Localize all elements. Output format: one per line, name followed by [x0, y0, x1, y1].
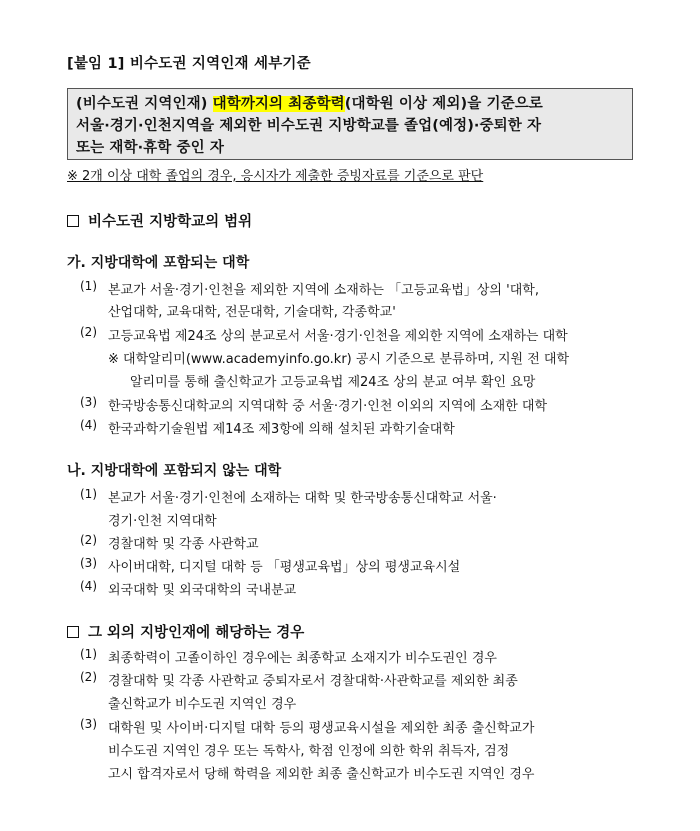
item-continuation: 출신학교가 비수도권 지역인 경우 — [108, 697, 297, 712]
item-number: (3) — [80, 556, 97, 570]
item-text: 본교가 서울·경기·인천을 제외한 지역에 소재하는 「고등교육법」상의 '대학, — [108, 283, 539, 298]
item-number: (2) — [80, 325, 97, 339]
item-text: 본교가 서울·경기·인천에 소재하는 대학 및 한국방송통신대학교 서울· — [108, 491, 497, 506]
criteria-line-3: 또는 재학·휴학 중인 자 — [76, 140, 225, 156]
item-sub-note: ※ 대학알리미(www.academyinfo.go.kr) 공시 기준으로 분류하며, 지원 전 대학 — [108, 352, 570, 367]
sub-heading-b: 나. 지방대학에 포함되지 않는 대학 — [67, 463, 282, 479]
item-text: 경찰대학 및 각종 사관학교 중퇴자로서 경찰대학·사관학교를 제외한 최종 — [108, 674, 518, 689]
item-text: 외국대학 및 외국대학의 국내분교 — [108, 583, 297, 598]
criteria-line-1-rest: (대학원 이상 제외)을 기준으로 — [344, 96, 543, 112]
item-sub-note-continuation: 알리미를 통해 출신학교가 고등교육법 제24조 상의 분교 여부 확인 요망 — [130, 375, 536, 390]
square-bullet-icon — [67, 626, 79, 638]
item-text: 한국과학기술원법 제14조 제3항에 의해 설치된 과학기술대학 — [108, 422, 455, 437]
doc-title: [붙임 1] 비수도권 지역인재 세부기준 — [67, 56, 311, 72]
sub-heading-a: 가. 지방대학에 포함되는 대학 — [67, 255, 250, 271]
criteria-line-2: 서울·경기·인천지역을 제외한 비수도권 지방학교를 졸업(예정)·중퇴한 자 — [76, 118, 542, 134]
item-continuation: 비수도권 지역인 경우 또는 독학사, 학점 인정에 의한 학위 취득자, 검정 — [108, 744, 510, 759]
item-text: 대학원 및 사이버·디지털 대학 등의 평생교육시설을 제외한 최종 출신학교가 — [108, 721, 535, 736]
item-text: 경찰대학 및 각종 사관학교 — [108, 537, 259, 552]
criteria-note: ※ 2개 이상 대학 졸업의 경우, 응시자가 제출한 증빙자료를 기준으로 판단 — [67, 169, 484, 184]
section-1-title: 비수도권 지방학교의 범위 — [88, 214, 253, 230]
item-number: (1) — [80, 279, 97, 293]
criteria-label: (비수도권 지역인재) — [76, 96, 213, 112]
item-continuation: 고시 합격자로서 당해 학력을 제외한 최종 출신학교가 비수도권 지역인 경우 — [108, 767, 535, 782]
criteria-box — [67, 88, 633, 160]
section-2-heading — [67, 621, 304, 642]
item-number: (3) — [80, 717, 97, 731]
criteria-highlight: 대학까지의 최종학력 — [212, 96, 345, 112]
item-text: 한국방송통신대학교의 지역대학 중 서울·경기·인천 이외의 지역에 소재한 대학 — [108, 399, 548, 414]
item-continuation: 산업대학, 교육대학, 전문대학, 기술대학, 각종학교' — [108, 305, 396, 320]
item-continuation: 경기·인천 지역대학 — [108, 514, 217, 529]
item-number: (4) — [80, 418, 97, 432]
item-number: (4) — [80, 579, 97, 593]
item-number: (2) — [80, 533, 97, 547]
section-1-heading — [67, 210, 252, 231]
section-2-title: 그 외의 지방인재에 해당하는 경우 — [88, 625, 305, 641]
item-text: 최종학력이 고졸이하인 경우에는 최종학교 소재지가 비수도권인 경우 — [108, 651, 497, 666]
criteria-line-1 — [76, 93, 625, 115]
item-text: 사이버대학, 디지털 대학 등 「평생교육법」상의 평생교육시설 — [108, 560, 461, 575]
item-number: (3) — [80, 395, 97, 409]
item-number: (2) — [80, 670, 97, 684]
item-number: (1) — [80, 647, 97, 661]
square-bullet-icon — [67, 215, 79, 227]
item-number: (1) — [80, 487, 97, 501]
item-text: 고등교육법 제24조 상의 분교로서 서울·경기·인천을 제외한 지역에 소재하는 대학 — [108, 329, 568, 344]
